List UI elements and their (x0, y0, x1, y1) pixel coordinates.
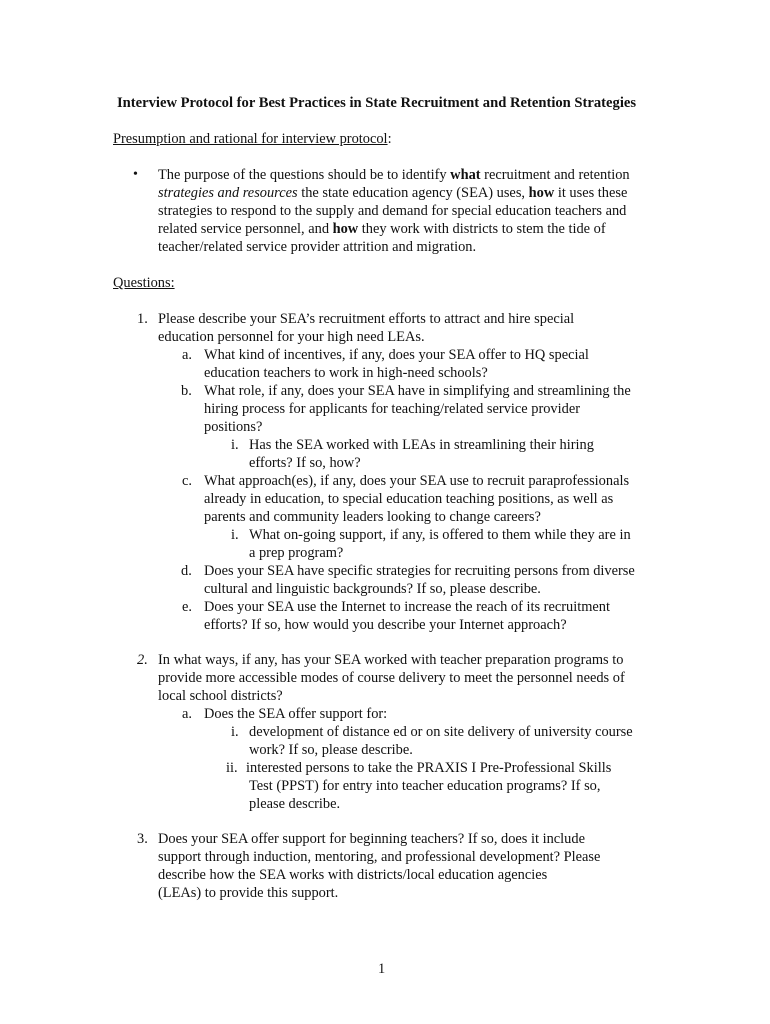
sub-marker: a. (182, 347, 192, 363)
question-line: Does your SEA offer support for beginning teachers? If so, does it include (158, 831, 585, 847)
sub-sub-question-line: Has the SEA worked with LEAs in streamlining their hiring (249, 437, 594, 453)
question-line: Please describe your SEA’s recruitment efforts to attract and hire special (158, 311, 575, 327)
bullet-line: strategies to respond to the supply and demand for special education teachers and (158, 203, 627, 219)
bullet-line: The purpose of the questions should be to identify what recruitment and retention (158, 167, 630, 183)
question-line: local school districts? (158, 688, 283, 704)
sub-marker: e. (182, 599, 192, 615)
sub-question-line: already in education, to special education teaching positions, as well as (204, 491, 614, 507)
document-title: Interview Protocol for Best Practices in State Recruitment and Retention Strategies (117, 95, 637, 111)
question-line: education personnel for your high need LEAs. (158, 329, 425, 345)
sub-sub-marker: ii. (226, 760, 238, 776)
sub-question-line: Does your SEA use the Internet to increase the reach of its recruitment (204, 599, 610, 615)
bullet-line: strategies and resources the state education agency (SEA) uses, how it uses these (158, 185, 628, 201)
question-line: support through induction, mentoring, and professional development? Please (158, 849, 601, 865)
sub-sub-question-line: interested persons to take the PRAXIS I Pre-Professional Skills (246, 760, 612, 776)
sub-marker: a. (182, 706, 192, 722)
sub-sub-question-line: efforts? If so, how? (249, 455, 361, 471)
question-line: In what ways, if any, has your SEA worked with teacher preparation programs to (158, 652, 624, 668)
questions-heading: Questions: (113, 275, 175, 291)
bullet-icon: • (133, 167, 138, 182)
sub-sub-question-line: development of distance ed or on site delivery of university course (249, 724, 633, 740)
sub-question-line: What role, if any, does your SEA have in simplifying and streamlining the (204, 383, 631, 399)
bullet-line: related service personnel, and how they work with districts to stem the tide of (158, 221, 606, 237)
sub-marker: c. (182, 473, 192, 489)
question-number: 3. (137, 831, 148, 847)
sub-sub-marker: i. (231, 437, 239, 453)
sub-sub-question-line: What on-going support, if any, is offered to them while they are in (249, 527, 631, 543)
sub-question-line: hiring process for applicants for teaching/related service provider (204, 401, 581, 417)
sub-question-line: efforts? If so, how would you describe your Internet approach? (204, 617, 567, 633)
sub-marker: d. (181, 563, 192, 579)
sub-question-line: education teachers to work in high-need schools? (204, 365, 488, 381)
sub-question-line: What approach(es), if any, does your SEA use to recruit paraprofessionals (204, 473, 630, 489)
sub-question-line: positions? (204, 419, 263, 435)
sub-sub-question-line: Test (PPST) for entry into teacher education programs? If so, (249, 778, 601, 794)
sub-sub-marker: i. (231, 527, 239, 543)
question-line: (LEAs) to provide this support. (158, 885, 339, 901)
sub-question-line: What kind of incentives, if any, does your SEA offer to HQ special (204, 347, 589, 363)
sub-question-line: parents and community leaders looking to change careers? (204, 509, 541, 525)
sub-sub-question-line: work? If so, please describe. (249, 742, 413, 758)
sub-question-line: cultural and linguistic backgrounds? If so, please describe. (204, 581, 541, 597)
question-number: 2. (137, 652, 148, 668)
page-number: 1 (378, 961, 386, 977)
sub-sub-marker: i. (231, 724, 239, 740)
question-line: provide more accessible modes of course delivery to meet the personnel needs of (158, 670, 625, 686)
sub-question-line: Does the SEA offer support for: (204, 706, 388, 722)
sub-marker: b. (181, 383, 192, 399)
sub-sub-question-line: please describe. (249, 796, 341, 812)
sub-question-line: Does your SEA have specific strategies for recruiting persons from diverse (204, 563, 635, 579)
presumption-heading: Presumption and rational for interview protocol: (113, 131, 392, 147)
bullet-line: teacher/related service provider attrition and migration. (158, 239, 477, 255)
sub-sub-question-line: a prep program? (249, 545, 344, 561)
question-number: 1. (137, 311, 148, 327)
question-line: describe how the SEA works with districts/local education agencies (158, 867, 548, 883)
